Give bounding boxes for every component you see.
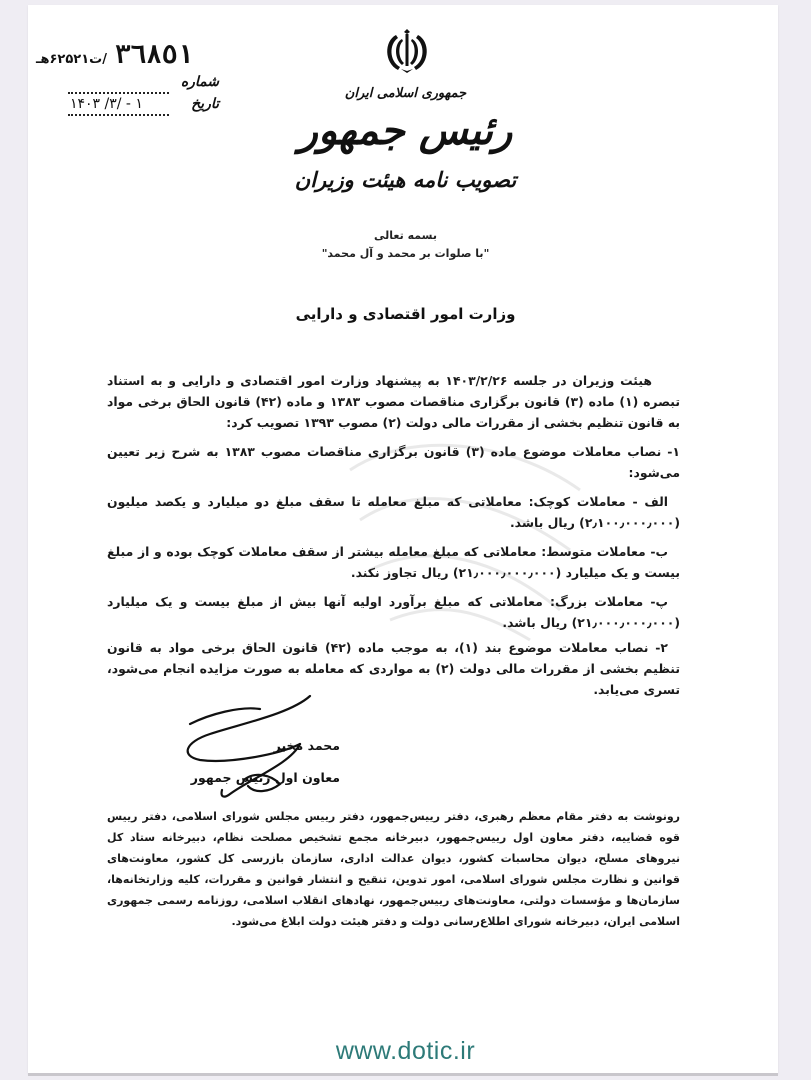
item-1-b-text: ب- معاملات متوسط: معاملاتی که مبلغ معامله بیشتر از سقف معاملات کوچک بوده و از مبلغ بیست و یک میلیارد (۲۱٫۰۰۰٫۰۰۰٫۰۰۰) ریال تجاوز نکند.	[107, 544, 680, 580]
basmala: بسمه تعالی	[374, 229, 437, 242]
addressee: وزارت امور اقتصادی و دارایی	[295, 305, 516, 323]
cc-list	[107, 806, 680, 932]
country-name: جمهوری اسلامی ایران	[344, 86, 467, 101]
item-1-text: ۱- نصاب معاملات موضوع ماده (۳) قانون برگزاری مناقصات مصوب ۱۳۸۳ به شرح زیر تعیین می‌شود:	[107, 444, 680, 480]
intro-paragraph	[107, 370, 680, 433]
item-1	[107, 441, 680, 483]
document-type: تصویب نامه هیئت وزیران	[294, 167, 517, 192]
iran-emblem-icon	[380, 25, 434, 75]
signer-lines	[180, 736, 340, 788]
intro-text: هیئت وزیران در جلسه ۱۴۰۳/۲/۲۶ به پیشنهاد وزارت امور اقتصادی و دارایی و به استناد تبصره (۱) ماده (۳) قانون برگزاری مناقصات مصوب ۱۳۸۳ و ماده (۴۲) قانون الحاق برخی مواد به قانون تنظیم بخشی از مقررات مالی دولت (۲) مصوب ۱۳۹۳ تصویب کرد:	[107, 373, 681, 430]
office-title: رئیس جمهور	[298, 107, 513, 154]
signature-block	[107, 708, 680, 806]
cc-text: رونوشت به دفتر مقام معظم رهبری، دفتر رییس‌جمهور، دفتر رییس مجلس شورای اسلامی، دفتر رییس قوه قضاییه، دفتر معاون اول رییس‌جمهور، دبیرخانه مجمع تشخیص مصلحت نظام، دبیرخانه ستاد کل نیروهای مسلح، دیوان محاسبات کشور، دیوان عدالت اداری، سازمان بازرسی کل کشور، معاونت‌های قوانین و نظارت مجلس شورای اسلامی، امور تدوین، تنقیح و انتشار قوانین و مقررات، کلیه وزارتخانه‌ها، سازمان‌ها و مؤسسات دولتی، معاونت‌های رییس‌جمهور، نهادهای انقلاب اسلامی، روزنامه رسمی جمهوری اسلامی ایران، دبیرخانه شورای اطلاع‌رسانی دولت و دفتر هیئت دولت ابلاغ می‌شود.	[107, 810, 680, 928]
reference-line	[36, 40, 236, 74]
reference-number: ٣٦٨٥١	[114, 40, 194, 70]
item-2	[107, 637, 680, 700]
item-1-c	[107, 591, 680, 633]
site-link[interactable]: www.dotic.ir	[335, 1037, 476, 1065]
item-1-b	[107, 541, 680, 583]
page-bottom-edge	[28, 1073, 778, 1076]
item-1-c-text: پ- معاملات بزرگ: معاملاتی که مبلغ برآورد اولیه آنها بیش از مبلغ بیست و یک میلیارد (۲۱٫۰۰۰٫۰۰۰٫۰۰۰) ریال باشد.	[107, 594, 680, 630]
document-body	[107, 370, 680, 932]
item-2-text: ۲- نصاب معاملات موضوع بند (۱)، به موجب ماده (۴۲) قانون الحاق برخی مواد به قانون تنظیم بخشی از مقررات مالی دولت (۲) به مواردی که معامله به صورت مزایده انجام می‌شود، تسری می‌یابد.	[107, 640, 680, 697]
date-value: ۱۴۰۳ /۳/ - ۱	[70, 96, 143, 112]
date-label: تاریخ	[191, 96, 219, 112]
signer-name: محمد مخبر	[273, 738, 340, 753]
salawat: "با صلوات بر محمد و آل محمد"	[321, 247, 490, 260]
signer-title: معاون اول رئیس جمهور	[190, 770, 340, 785]
item-1-a-text: الف - معاملات کوچک: معاملاتی که مبلغ معامله تا سقف مبلغ دو میلیارد و یکصد میلیون (۲٫۱۰۰٫۰۰۰٫۰۰۰) ریال باشد.	[107, 494, 680, 530]
reference-code: /ت۶۲۵۲۱هـ	[36, 52, 107, 67]
number-label: شماره	[180, 74, 219, 90]
item-1-a	[107, 491, 680, 533]
